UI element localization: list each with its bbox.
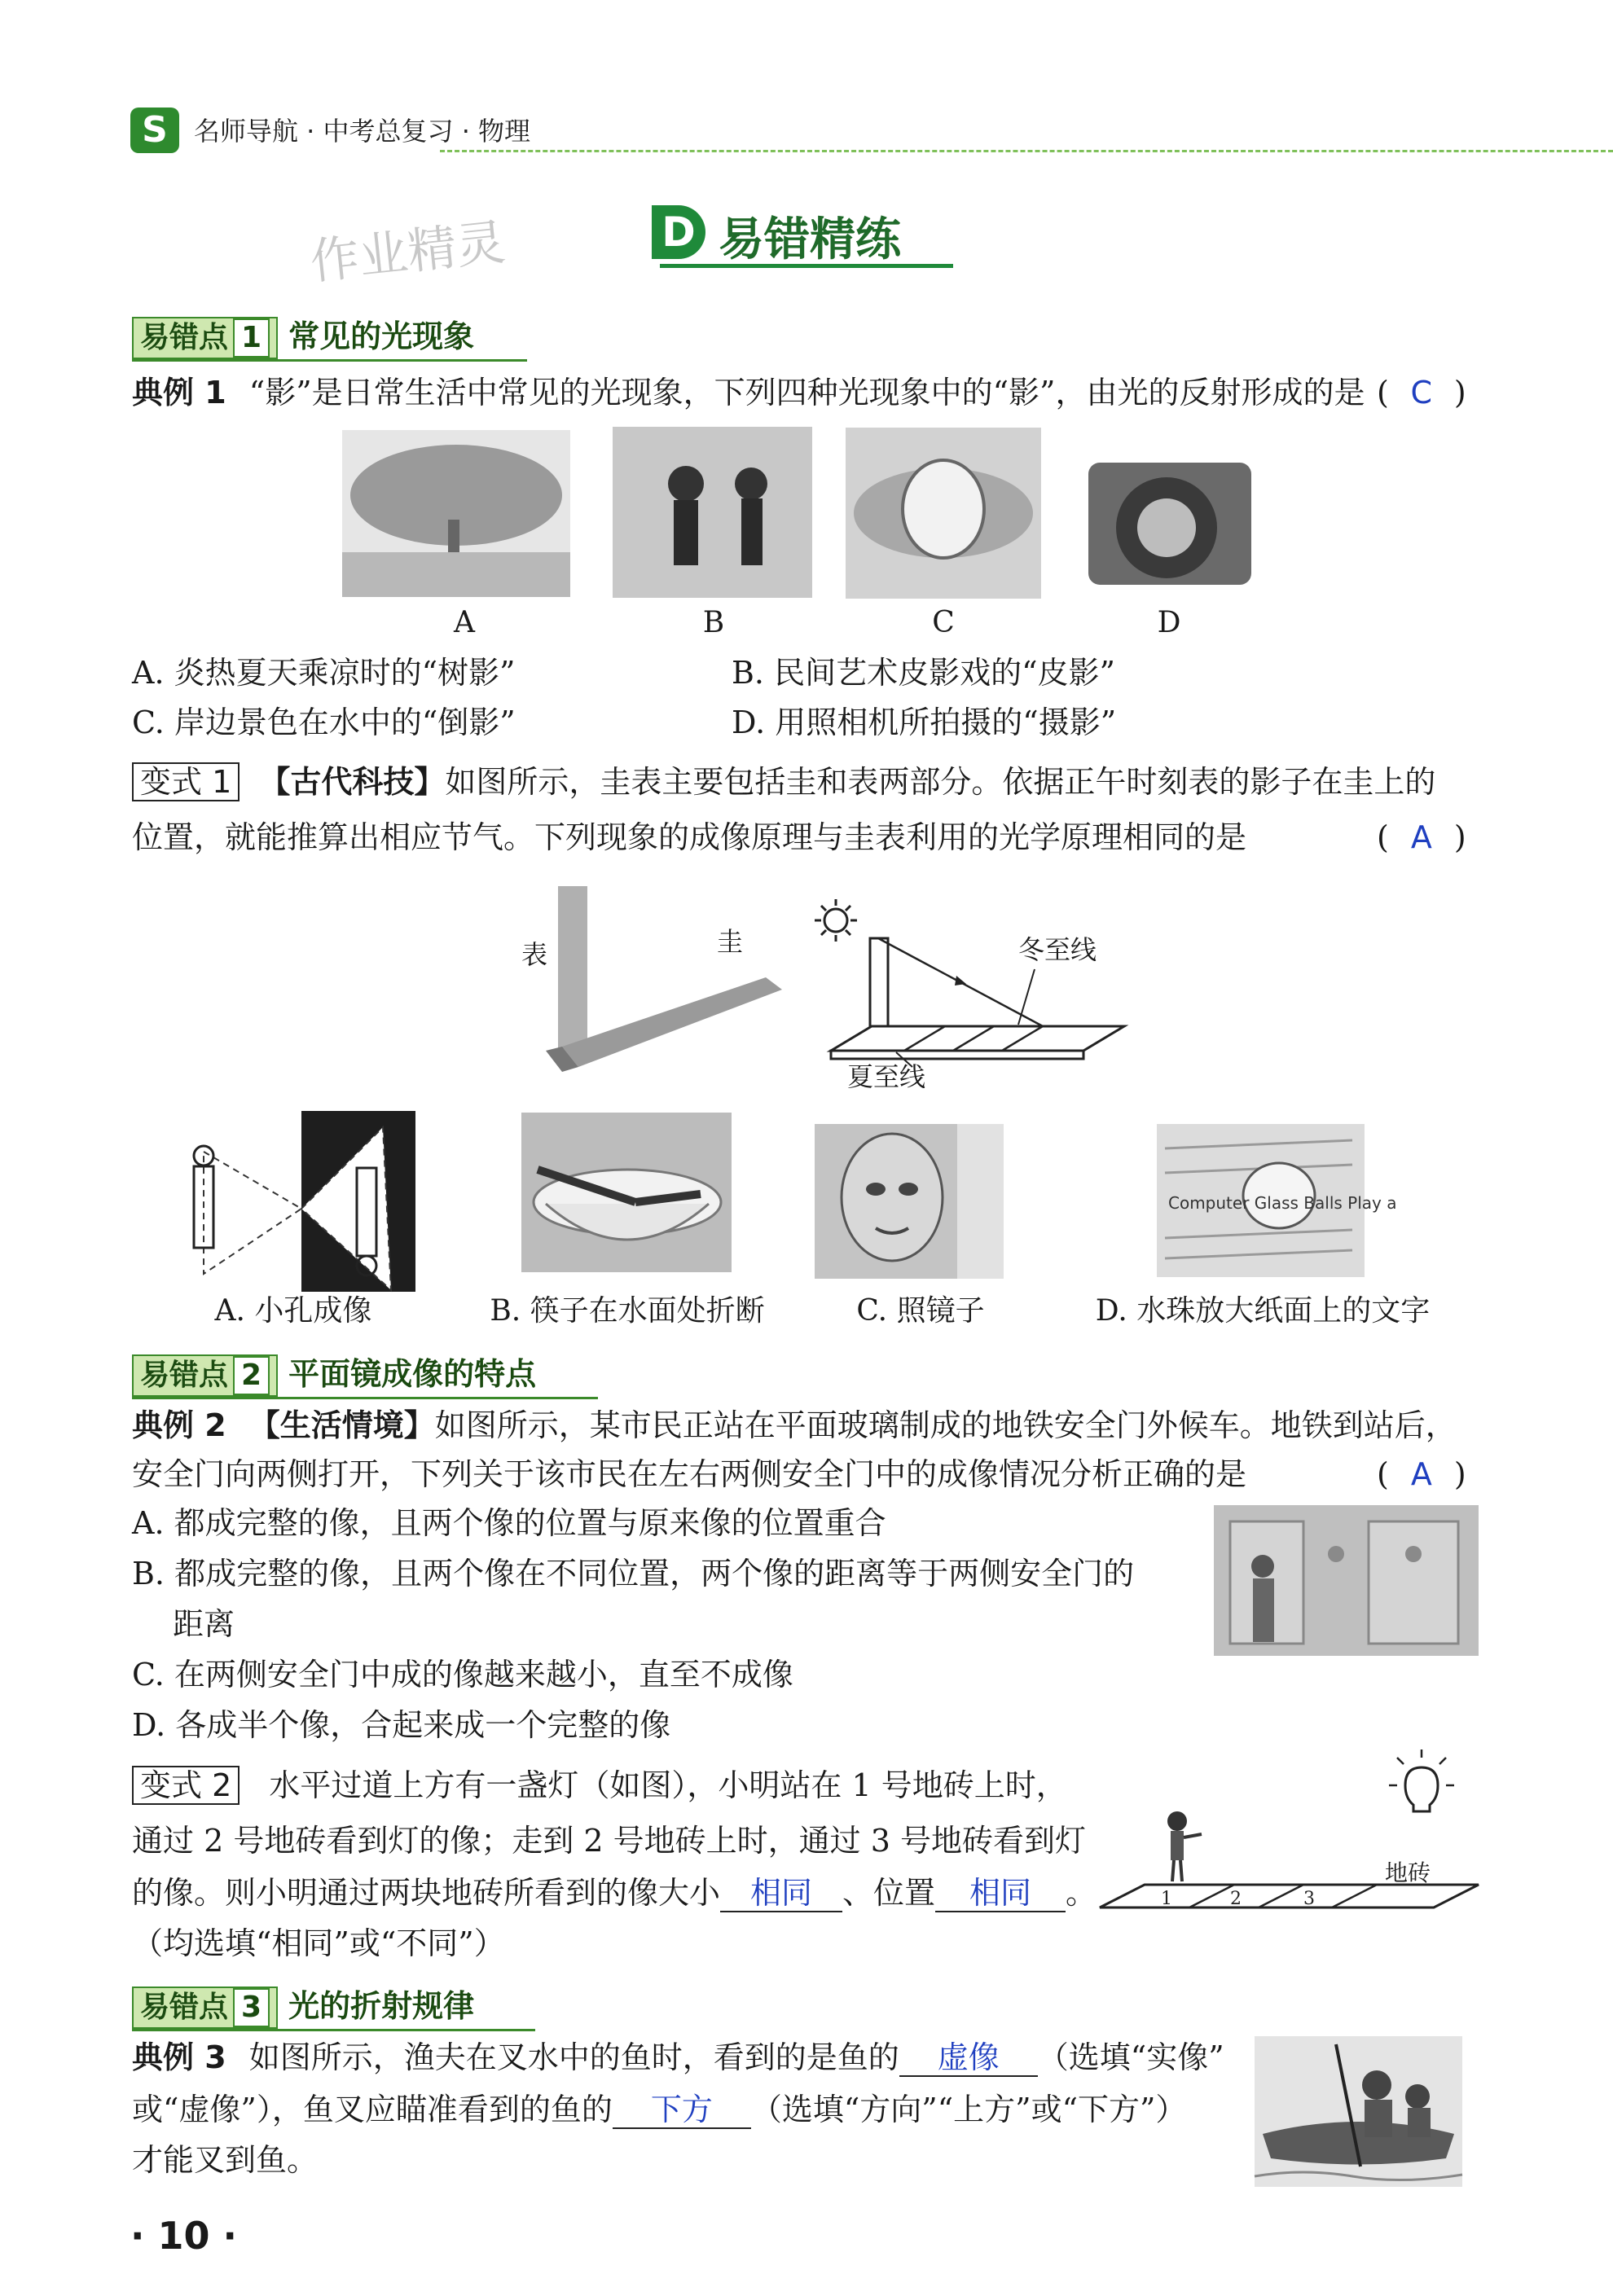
- ex1-answer: C: [1410, 375, 1433, 410]
- ex1-option-d: D. 用照相机所拍摄的“摄影”: [732, 705, 1117, 740]
- ex1-image-a: [342, 430, 570, 597]
- var1-image-a: [171, 1111, 415, 1292]
- section-icon: D: [652, 205, 705, 259]
- ex1-option-c: C. 岸边景色在水中的“倒影”: [132, 705, 516, 740]
- lamp-icon: [1389, 1749, 1454, 1811]
- gnomon-label-dongzhi: 冬至线: [1018, 934, 1097, 965]
- point-title: 常见的光现象: [288, 318, 475, 354]
- ex2-line1: 典例 2 【生活情境】如图所示，某市民正站在平面玻璃制成的地铁安全门外候车。地铁到站后，: [132, 1407, 1457, 1443]
- ex2-option-c: C. 在两侧安全门中成的像越来越小，直至不成像: [132, 1657, 793, 1692]
- section-title-underline: [660, 264, 953, 268]
- ex1-label: 典例 1: [132, 375, 226, 410]
- boy-figure: [1167, 1811, 1202, 1881]
- point-tag: 易错点 1: [132, 317, 278, 359]
- page-number: · 10 ·: [130, 2214, 237, 2258]
- var1-line1: 变式 1 【古代科技】如图所示，圭表主要包括圭和表两部分。依据正午时刻表的影子在圭上的: [132, 757, 1435, 806]
- var1-option-c: C. 照镜子: [856, 1294, 985, 1328]
- tile-3: 3: [1303, 1889, 1315, 1909]
- ex1-label-a: A: [454, 606, 475, 639]
- var2-label: 变式 2: [132, 1766, 240, 1805]
- var1-image-c: [815, 1124, 1004, 1279]
- header-title: 名师导航 · 中考总复习 · 物理: [194, 116, 531, 147]
- ex3-line3: 才能叉到鱼。: [132, 2142, 319, 2178]
- ex2-option-b-cont: 距离: [173, 1606, 235, 1642]
- ex2-label: 典例 2: [132, 1407, 226, 1443]
- header-divider: [440, 150, 1613, 152]
- var1-option-b: B. 筷子在水面处折断: [490, 1294, 765, 1328]
- point-3-header: [132, 1981, 535, 2031]
- gnomon-label-xiazhi: 夏至线: [847, 1061, 926, 1092]
- var2-line4: （均选填“相同”或“不同”）: [132, 1925, 505, 1961]
- var1-image-d: [1157, 1124, 1397, 1277]
- ex3-line1: 典例 3 如图所示，渔夫在叉水中的鱼时，看到的是鱼的 虚像 （选填“实像”: [132, 2039, 1224, 2075]
- logo-icon: S: [130, 108, 179, 153]
- var1-answer-bracket: ( A ): [1377, 813, 1466, 862]
- watermark: 作业精灵: [307, 213, 508, 292]
- ex1-image-d: [1077, 430, 1263, 597]
- var2-line2: 通过 2 号地砖看到灯的像；走到 2 号地砖上时，通过 3 号地砖看到灯: [132, 1823, 1087, 1859]
- ex2-line2: 安全门向两侧打开，下列关于该市民在左右两侧安全门中的成像情况分析正确的是: [132, 1456, 1247, 1492]
- ex3-blank-2: 下方: [613, 2092, 751, 2129]
- gnomon-diagram: [806, 896, 1132, 1075]
- ex1-option-a: A. 炎热夏天乘凉时的“树影”: [132, 655, 516, 691]
- gnomon-label-gui: 圭: [717, 926, 744, 957]
- section-title-text: 易错精练: [719, 213, 901, 266]
- ex3-blank-1: 虚像: [899, 2039, 1038, 2077]
- var1-answer: A: [1410, 819, 1432, 855]
- ex1-label-c: C: [932, 606, 955, 639]
- ex1-image-b: [613, 427, 812, 598]
- newspaper-text: Computer Glass Balls Play a: [1168, 1193, 1397, 1213]
- var1-option-d: D. 水珠放大纸面上的文字: [1095, 1294, 1431, 1328]
- var2-line1: 变式 2 水平过道上方有一盏灯（如图），小明站在 1 号地砖上时，: [132, 1761, 1067, 1810]
- ex1-option-b: B. 民间艺术皮影戏的“皮影”: [732, 655, 1115, 691]
- var2-fig-label: 地砖: [1385, 1859, 1431, 1886]
- ex3-image: [1255, 2036, 1462, 2187]
- var2-blank-1: 相同: [720, 1875, 842, 1912]
- var2-line3: 的像。则小明通过两块地砖所看到的像大小 相同 、位置 相同 。: [132, 1875, 1097, 1911]
- ex2-image: [1214, 1505, 1479, 1656]
- ex2-option-b: B. 都成完整的像，且两个像在不同位置，两个像的距离等于两侧安全门的: [132, 1556, 1135, 1591]
- ex1-answer-bracket: ( C ): [1377, 368, 1466, 417]
- point-2-header: [132, 1349, 598, 1399]
- var1-line2: 位置，就能推算出相应节气。下列现象的成像原理与圭表利用的光学原理相同的是: [132, 819, 1247, 855]
- gnomon-label-biao: 表: [521, 939, 548, 970]
- ex3-label: 典例 3: [132, 2039, 226, 2075]
- point-1-header: [132, 311, 527, 362]
- point-tag: 易错点 2: [132, 1354, 278, 1397]
- ex1-stem: 典例 1 “影”是日常生活中常见的光现象，下列四种光现象中的“影”，由光的反射形成的是: [132, 375, 1365, 410]
- point-title: 光的折射规律: [288, 1988, 475, 2024]
- ex2-option-a: A. 都成完整的像，且两个像的位置与原来像的位置重合: [132, 1505, 886, 1541]
- tile-2: 2: [1230, 1889, 1242, 1909]
- ex1-label-b: B: [702, 606, 725, 639]
- ex2-answer: A: [1410, 1456, 1432, 1492]
- header: [130, 108, 1475, 156]
- ex1-label-d: D: [1157, 606, 1181, 639]
- ex1-image-c: [846, 428, 1041, 599]
- ex2-answer-bracket: ( A ): [1377, 1450, 1466, 1499]
- var2-blank-2: 相同: [935, 1875, 1066, 1912]
- point-title: 平面镜成像的特点: [288, 1356, 537, 1392]
- tile-1: 1: [1161, 1889, 1172, 1909]
- ex2-option-d: D. 各成半个像，合起来成一个完整的像: [132, 1707, 671, 1743]
- ex3-line2: 或“虚像”），鱼叉应瞄准看到的鱼的 下方 （选填“方向”“上方”或“下方”）: [132, 2092, 1187, 2127]
- var1-label: 变式 1: [132, 762, 240, 801]
- var1-image-b: [521, 1113, 732, 1272]
- var1-option-a: A. 小孔成像: [214, 1294, 372, 1328]
- gnomon-photo: [513, 880, 782, 1075]
- point-tag: 易错点 3: [132, 1987, 278, 2029]
- sun-icon: [815, 899, 857, 942]
- section-title: [652, 200, 953, 270]
